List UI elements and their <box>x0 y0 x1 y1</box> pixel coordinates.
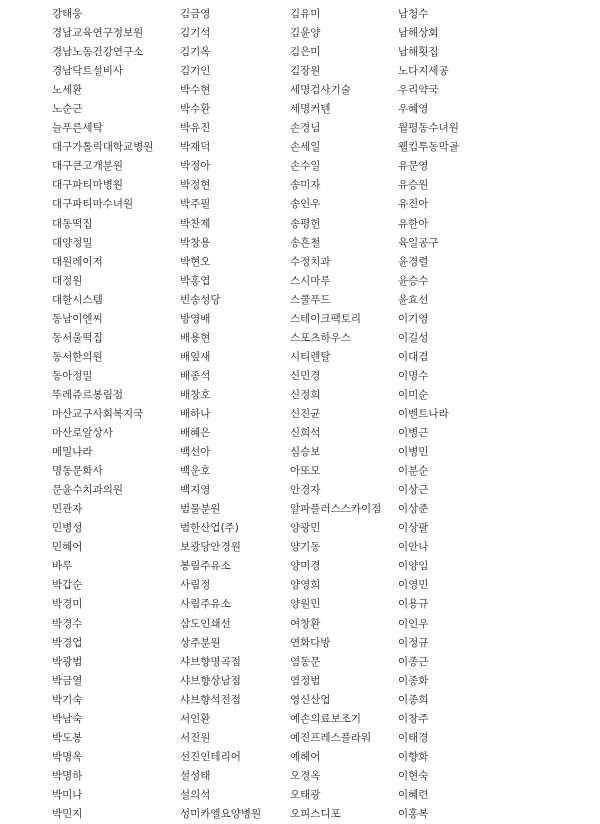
table-row <box>0 748 600 767</box>
name-cell: 대구파티마수녀원 <box>52 198 134 211</box>
table-row <box>0 672 600 691</box>
name-cell: 오피스디포 <box>290 807 341 820</box>
name-cell: 우혜영 <box>398 103 429 116</box>
name-cell: 동서한의원 <box>52 350 103 363</box>
name-cell: 아또모 <box>290 465 321 478</box>
table-row <box>0 805 600 824</box>
name-cell: 박정아 <box>180 160 211 173</box>
name-cell: 서진원 <box>180 731 211 744</box>
name-cell: 김기석 <box>180 27 211 40</box>
name-cell: 윤승수 <box>398 274 429 287</box>
name-cell: 양기동 <box>290 541 321 554</box>
name-cell: 염정범 <box>290 674 321 687</box>
name-cell: 배창호 <box>180 388 211 401</box>
name-cell: 이향화 <box>398 750 429 763</box>
name-cell: 삼도인쇄선 <box>180 617 231 630</box>
name-cell: 김은미 <box>290 46 321 59</box>
table-row <box>0 329 600 348</box>
name-cell: 대구가톨릭대학교병원 <box>52 141 154 154</box>
table-row <box>0 176 600 195</box>
name-cell: 이종희 <box>398 693 429 706</box>
name-cell: 박광범 <box>52 655 83 668</box>
name-cell: 배하나 <box>180 408 211 420</box>
table-row <box>0 310 600 329</box>
name-cell: 이영민 <box>398 579 429 592</box>
name-cell: 양미경 <box>290 560 321 573</box>
name-cell: 손세일 <box>290 141 321 154</box>
name-cell: 박찬제 <box>180 217 211 230</box>
table-row <box>0 157 600 176</box>
name-cell: 유문영 <box>398 160 429 173</box>
table-row <box>0 786 600 805</box>
name-cell: 심승보 <box>290 446 321 459</box>
name-cell: 경남교육연구정보원 <box>52 27 144 40</box>
name-cell: 보광당안경원 <box>180 541 241 554</box>
name-cell: 이용규 <box>398 598 429 611</box>
name-cell: 유승원 <box>398 179 429 192</box>
name-cell: 박경미 <box>52 598 83 611</box>
name-cell: 경남노동건강연구소 <box>52 46 144 59</box>
name-cell: 여창환 <box>290 617 321 630</box>
name-cell: 노세환 <box>52 84 83 97</box>
name-cell: 신진균 <box>290 408 321 420</box>
name-cell: 김윤양 <box>290 27 321 40</box>
name-cell: 봉림주유소 <box>180 560 231 573</box>
name-cell: 배혜은 <box>180 427 211 440</box>
name-cell: 대한시스템 <box>52 293 103 306</box>
name-cell: 이벤트나라 <box>398 408 449 420</box>
name-cell: 박주필 <box>180 198 211 211</box>
name-cell: 동서울떡집 <box>52 331 103 344</box>
table-row <box>0 405 600 424</box>
name-cell: 김기옥 <box>180 46 211 59</box>
table-row <box>0 462 600 481</box>
name-cell: 남청수 <box>398 8 429 21</box>
name-cell: 월평동수녀원 <box>398 122 459 135</box>
table-row <box>0 138 600 157</box>
table-row <box>0 424 600 443</box>
name-cell: 대구파티마병원 <box>52 179 124 192</box>
name-cell: 신민경 <box>290 369 321 382</box>
name-cell: 메밀나라 <box>52 446 93 459</box>
name-cell: 빈송성당 <box>180 293 221 306</box>
name-cell: 샤브향석전점 <box>180 693 241 706</box>
name-cell: 대정원 <box>52 274 83 287</box>
name-cell: 이홍복 <box>398 807 429 820</box>
name-cell: 백지영 <box>180 484 211 497</box>
name-cell: 오경옥 <box>290 769 321 782</box>
name-cell: 이정규 <box>398 636 429 649</box>
name-cell: 이혜련 <box>398 788 429 801</box>
name-cell: 노순근 <box>52 103 83 116</box>
name-cell: 양원민 <box>290 598 321 611</box>
name-cell: 오태광 <box>290 788 321 801</box>
name-cell: 이상근 <box>398 484 429 497</box>
name-cell: 박기숙 <box>52 693 83 706</box>
name-cell: 이분순 <box>398 465 429 478</box>
table-row <box>0 62 600 81</box>
name-cell: 염동문 <box>290 655 321 668</box>
name-cell: 상주분원 <box>180 636 221 649</box>
name-cell: 연화다방 <box>290 636 331 649</box>
name-cell: 뚜레쥬르봉림점 <box>52 388 124 401</box>
name-cell: 문윤수치과의원 <box>52 484 124 497</box>
table-row <box>0 348 600 367</box>
table-row <box>0 253 600 272</box>
name-cell: 박재덕 <box>180 141 211 154</box>
name-cell: 이양임 <box>398 560 429 573</box>
name-cell: 박현오 <box>180 255 211 268</box>
name-cell: 박명옥 <box>52 750 83 763</box>
name-cell: 박갑순 <box>52 579 83 592</box>
name-cell: 박경업 <box>52 636 83 649</box>
name-cell: 신희석 <box>290 427 321 440</box>
name-cell: 서인환 <box>180 712 211 725</box>
name-cell: 송인우 <box>290 198 321 211</box>
table-row <box>0 215 600 234</box>
name-cell: 사림정 <box>180 579 211 592</box>
name-cell: 성미카엘요양병원 <box>180 807 262 820</box>
table-row <box>0 615 600 634</box>
table-row <box>0 538 600 557</box>
table-row <box>0 195 600 214</box>
name-cell: 이인우 <box>398 617 429 630</box>
table-row <box>0 100 600 119</box>
name-cell: 남해상회 <box>398 27 439 40</box>
name-cell: 스쿨푸드 <box>290 293 331 306</box>
name-cell: 우리약국 <box>398 84 439 97</box>
name-cell: 노다지세공 <box>398 65 449 78</box>
table-row <box>0 519 600 538</box>
name-cell: 박정현 <box>180 179 211 192</box>
name-cell: 이창주 <box>398 712 429 725</box>
name-cell: 안경자 <box>290 484 321 497</box>
name-cell: 이길성 <box>398 331 429 344</box>
name-cell: 양광민 <box>290 522 321 535</box>
name-cell: 육일공구 <box>398 236 439 249</box>
name-cell: 스테이크팩토리 <box>290 312 362 325</box>
name-cell: 유진아 <box>398 198 429 211</box>
name-cell: 윤효선 <box>398 293 429 306</box>
name-cell: 손수일 <box>290 160 321 173</box>
name-cell: 송미자 <box>290 179 321 192</box>
name-cell: 박금열 <box>52 674 83 687</box>
name-cell: 마산로알상사 <box>52 427 113 440</box>
name-cell: 동남이엔씨 <box>52 312 103 325</box>
name-cell: 샤브향명곡점 <box>180 655 241 668</box>
name-cell: 김유미 <box>290 8 321 21</box>
name-cell: 백운호 <box>180 465 211 478</box>
name-cell: 바루 <box>52 560 73 573</box>
name-cell: 방영배 <box>180 312 211 325</box>
name-cell: 세명검사기술 <box>290 84 351 97</box>
name-cell: 스시마루 <box>290 274 331 287</box>
name-cell: 이병민 <box>398 446 429 459</box>
name-cell: 이대겸 <box>398 350 429 363</box>
name-cell: 이명수 <box>398 369 429 382</box>
name-cell: 송흔철 <box>290 236 321 249</box>
name-cell: 박창용 <box>180 236 211 249</box>
table-row <box>0 595 600 614</box>
name-cell: 박명하 <box>52 769 83 782</box>
name-cell: 김장원 <box>290 65 321 78</box>
name-cell: 수정치과 <box>290 255 331 268</box>
name-cell: 남해횟집 <box>398 46 439 59</box>
name-cell: 범물분원 <box>180 503 221 516</box>
name-cell: 박미나 <box>52 788 83 801</box>
names-table <box>0 5 600 824</box>
name-cell: 웰킴투동막골 <box>398 141 459 154</box>
name-cell: 신정희 <box>290 388 321 401</box>
table-row <box>0 386 600 405</box>
name-cell: 강태웅 <box>52 8 83 21</box>
name-cell: 박수현 <box>180 84 211 97</box>
name-cell: 설성태 <box>180 769 211 782</box>
name-cell: 민병성 <box>52 522 83 535</box>
table-row <box>0 43 600 62</box>
name-cell: 대원레이저 <box>52 255 103 268</box>
name-cell: 백선아 <box>180 446 211 459</box>
name-cell: 박경수 <box>52 617 83 630</box>
table-row <box>0 710 600 729</box>
name-cell: 대양정밀 <box>52 236 93 249</box>
name-cell: 알파플러스스카이점 <box>290 503 382 516</box>
name-cell: 이종근 <box>398 655 429 668</box>
table-row <box>0 81 600 100</box>
name-cell: 영신산업 <box>290 693 331 706</box>
name-cell: 이상팔 <box>398 522 429 535</box>
name-cell: 스포츠하우스 <box>290 331 351 344</box>
name-cell: 예손의료보조기 <box>290 712 362 725</box>
name-cell: 마산교구사회복지국 <box>52 408 144 420</box>
name-cell: 이현숙 <box>398 769 429 782</box>
table-row <box>0 272 600 291</box>
table-row <box>0 691 600 710</box>
name-cell: 민관자 <box>52 503 83 516</box>
name-cell: 이안나 <box>398 541 429 554</box>
name-cell: 김기인 <box>180 65 211 78</box>
name-cell: 이기영 <box>398 312 429 325</box>
name-cell: 윤경렬 <box>398 255 429 268</box>
name-cell: 대동떡집 <box>52 217 93 230</box>
name-cell: 송평헌 <box>290 217 321 230</box>
name-cell: 박도봉 <box>52 731 83 744</box>
name-cell: 시티렌탈 <box>290 350 331 363</box>
table-row <box>0 576 600 595</box>
table-row <box>0 729 600 748</box>
name-cell: 동아정밀 <box>52 369 93 382</box>
table-row <box>0 653 600 672</box>
name-cell: 이종화 <box>398 674 429 687</box>
name-cell: 설의석 <box>180 788 211 801</box>
name-cell: 경남닥트설비사 <box>52 65 124 78</box>
name-cell: 박민지 <box>52 807 83 820</box>
name-cell: 이미순 <box>398 388 429 401</box>
name-cell: 범한산업(주) <box>180 522 239 535</box>
name-cell: 박홍엽 <box>180 274 211 287</box>
table-row <box>0 24 600 43</box>
name-cell: 예진프레스플라워 <box>290 731 372 744</box>
table-row <box>0 234 600 253</box>
table-row <box>0 481 600 500</box>
name-cell: 박수환 <box>180 103 211 116</box>
name-cell: 이태경 <box>398 731 429 744</box>
table-row <box>0 767 600 786</box>
table-row <box>0 5 600 24</box>
name-cell: 배잎새 <box>180 350 211 363</box>
name-cell: 양영희 <box>290 579 321 592</box>
name-cell: 이병근 <box>398 427 429 440</box>
name-cell: 배용현 <box>180 331 211 344</box>
table-row <box>0 443 600 462</box>
name-cell: 세명커텐 <box>290 103 331 116</box>
name-cell: 박남숙 <box>52 712 83 725</box>
table-row <box>0 557 600 576</box>
name-cell: 예헤어 <box>290 750 321 763</box>
table-row <box>0 634 600 653</box>
name-cell: 손경님 <box>290 122 321 135</box>
name-cell: 이상준 <box>398 503 429 516</box>
table-row <box>0 500 600 519</box>
name-cell: 명동문화사 <box>52 465 103 478</box>
table-row <box>0 291 600 310</box>
name-cell: 샤브향상남점 <box>180 674 241 687</box>
table-row <box>0 119 600 138</box>
name-cell: 배종석 <box>180 369 211 382</box>
name-cell: 민혜어 <box>52 541 83 554</box>
table-row <box>0 367 600 386</box>
name-cell: 유한아 <box>398 217 429 230</box>
name-cell: 선진인테리어 <box>180 750 241 763</box>
name-cell: 사림주유소 <box>180 598 231 611</box>
name-cell: 대구큰고개분원 <box>52 160 124 173</box>
name-cell: 늘푸른세탁 <box>52 122 103 135</box>
name-cell: 박유진 <box>180 122 211 135</box>
name-cell: 김금영 <box>180 8 211 21</box>
